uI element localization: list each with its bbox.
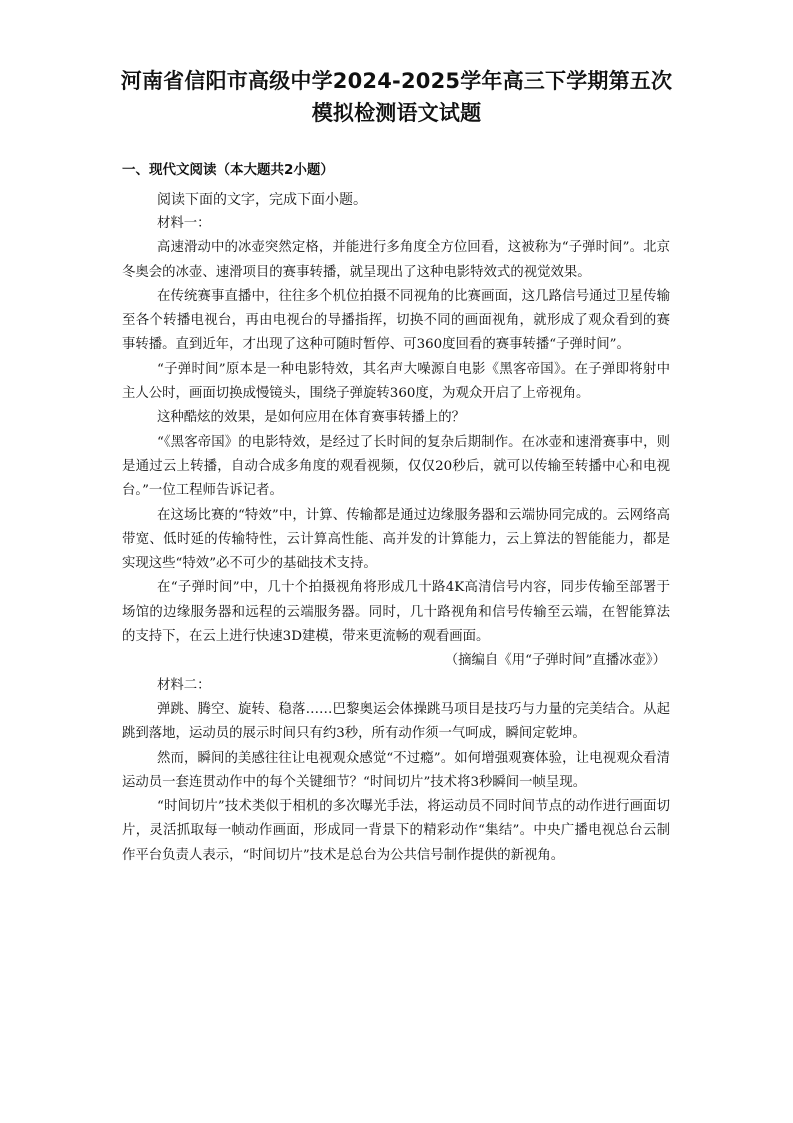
material1-source: （摘编自《用“子弹时间”直播冰壶》）	[444, 653, 666, 669]
material1-paragraph: “《黑客帝国》的电影特效，是经过了长时间的复杂后期制作。在冰壶和速滑赛事中，则是通过云上转播，自动合成多角度的观看视频，仅仅20秒后，就可以传输至转播中心和电视台。”一位工程师告诉记者。	[122, 434, 670, 499]
material2-paragraph: 弹跳、腾空、旋转、稳落……巴黎奥运会体操跳马项目是技巧与力量的完美结合。从起跳到落地，运动员的展示时间只有约3秒，所有动作须一气呵成，瞬间定乾坤。	[122, 701, 670, 742]
material1-paragraph: 在这场比赛的“特效”中，计算、传输都是通过边缘服务器和云端协同完成的。云网络高带宽、低时延的传输特性，云计算高性能、高并发的计算能力，云上算法的智能能力，都是实现这些“特效”必不可少的基础技术支持。	[122, 507, 670, 572]
material1-paragraph: 高速滑动中的冰壶突然定格，并能进行多角度全方位回看，这被称为“子弹时间”。北京冬奥会的冰壶、速滑项目的赛事转播，就呈现出了这种电影特效式的视觉效果。	[122, 240, 670, 280]
reading-instruction: 阅读下面的文字，完成下面小题。	[157, 192, 367, 208]
passage-body	[122, 212, 670, 868]
material1-paragraph: “子弹时间”原本是一种电影特效，其名声大噪源自电影《黑客帝国》。在子弹即将射中主人公时，画面切换成慢镜头，围绕子弹旋转360度，为观众开启了上帝视角。	[122, 361, 670, 402]
material2-label: 材料二：	[157, 677, 211, 693]
material1-paragraph: 在“子弹时间”中，几十个拍摄视角将形成几十路4K高清信号内容，同步传输至部署于场馆的边缘服务器和远程的云端服务器。同时，几十路视角和信号传输至云端，在智能算法的支持下，在云上进行快速3D建模，带来更流畅的观看画面。	[122, 580, 670, 645]
document-title-line1: 河南省信阳市高级中学2024-2025学年高三下学期第五次	[120, 69, 673, 93]
material2-paragraph: 然而，瞬间的美感往往让电视观众感觉“不过瘾”。如何增强观赛体验，让电视观众看清运动员一套连贯动作中的每个关键细节？“时间切片”技术将3秒瞬间一帧呈现。	[122, 750, 670, 790]
section-heading: 一、现代文阅读（本大题共2小题）	[122, 162, 334, 178]
document-title-line2: 模拟检测语文试题	[311, 101, 482, 125]
material1-label: 材料一：	[157, 216, 211, 231]
material2-paragraph: “时间切片”技术类似于相机的多次曝光手法，将运动员不同时间节点的动作进行画面切片，灵活抓取每一帧动作画面，形成同一背景下的精彩动作“集结”。中央广播电视总台云制作平台负责人表示，“时间切片”技术是总台为公共信号制作提供的新视角。	[122, 799, 670, 863]
material1-paragraph: 这种酷炫的效果，是如何应用在体育赛事转播上的？	[157, 410, 465, 426]
material1-paragraph: 在传统赛事直播中，往往多个机位拍摄不同视角的比赛画面，这几路信号通过卫星传输至各个转播电视台，再由电视台的导播指挥，切换不同的画面视角，就形成了观众看到的赛事转播。直到近年，才出现了这种可随时暂停、可360度回看的赛事转播“子弹时间”。	[122, 288, 670, 353]
